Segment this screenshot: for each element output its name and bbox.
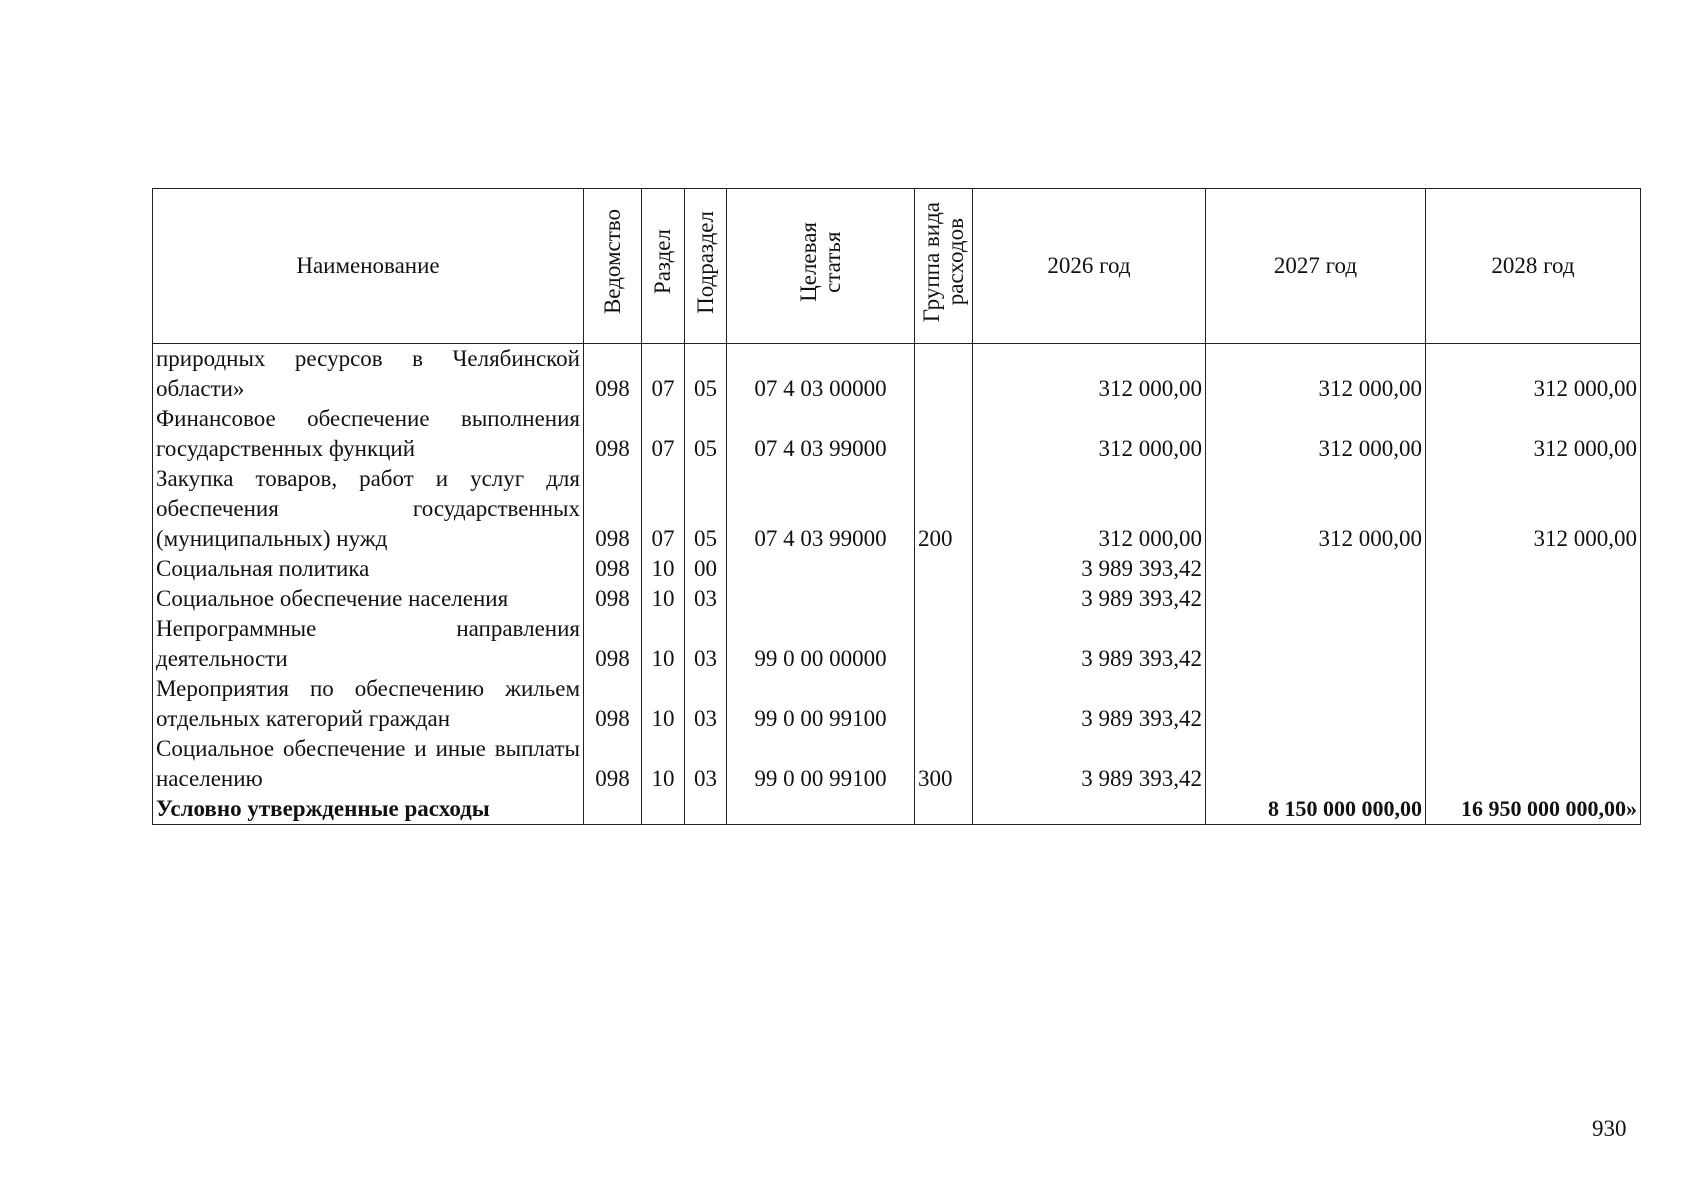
cell-y2028 [1426,734,1641,794]
header-department: Ведомство [584,189,642,344]
header-section: Раздел [642,189,685,344]
cell-sec: 10 [642,734,685,794]
cell-y2026: 3 989 393,42 [973,614,1206,674]
cell-group: 300 [915,734,973,794]
cell-sub: 00 [685,554,727,584]
cell-group [915,584,973,614]
cell-sec: 07 [642,464,685,554]
table-row [153,674,1641,734]
cell-sec: 10 [642,584,685,614]
budget-table [152,188,1641,825]
cell-sub: 05 [685,404,727,464]
header-row [153,189,1641,344]
cell-sec: 07 [642,404,685,464]
cell-name: Финансовое обеспечение выполнения государственных функций [153,404,584,464]
cell-y2027 [1206,554,1426,584]
cell-sub: 03 [685,674,727,734]
cell-dept: 098 [584,554,642,584]
cell-y2028: 312 000,00 [1426,404,1641,464]
table-row [153,554,1641,584]
cell-sub: 05 [685,344,727,405]
cell-dept: 098 [584,344,642,405]
cell-y2027 [1206,674,1426,734]
cell-y2027 [1206,584,1426,614]
cell-name: Мероприятия по обеспечению жильем отдельных категорий граждан [153,674,584,734]
cell-group [915,614,973,674]
table-row [153,344,1641,405]
cell-sub: 03 [685,584,727,614]
cell-dept: 098 [584,464,642,554]
table-row [153,584,1641,614]
header-target-article: Целевая статья [727,189,915,344]
header-2027: 2027 год [1206,189,1426,344]
total-name: Условно утвержденные расходы [153,794,584,825]
cell-y2026: 3 989 393,42 [973,554,1206,584]
table-row [153,464,1641,554]
cell-target: 07 4 03 99000 [727,464,915,554]
cell-target [727,584,915,614]
page-number: 930 [1592,1116,1627,1141]
cell-y2026: 3 989 393,42 [973,674,1206,734]
total-2028: 16 950 000 000,00» [1426,794,1641,825]
cell-y2026: 3 989 393,42 [973,734,1206,794]
header-expense-group: Группа вида расходов [915,189,973,344]
cell-target: 07 4 03 99000 [727,404,915,464]
cell-y2026: 312 000,00 [973,464,1206,554]
header-name: Наименование [153,189,584,344]
cell-y2028: 312 000,00 [1426,464,1641,554]
cell-sub: 03 [685,614,727,674]
cell-y2026: 312 000,00 [973,344,1206,405]
header-2028: 2028 год [1426,189,1641,344]
total-2027: 8 150 000 000,00 [1206,794,1426,825]
cell-dept: 098 [584,404,642,464]
cell-name: Социальное обеспечение и иные выплаты населению [153,734,584,794]
cell-target [727,554,915,584]
cell-dept: 098 [584,584,642,614]
cell-y2028 [1426,674,1641,734]
cell-group [915,674,973,734]
table-row [153,614,1641,674]
cell-target: 07 4 03 00000 [727,344,915,405]
cell-y2026: 312 000,00 [973,404,1206,464]
cell-sec: 10 [642,614,685,674]
cell-y2027: 312 000,00 [1206,344,1426,405]
cell-y2026: 3 989 393,42 [973,584,1206,614]
cell-name: Закупка товаров, работ и услуг для обеспечения государственных (муниципальных) нужд [153,464,584,554]
cell-target: 99 0 00 00000 [727,614,915,674]
cell-sec: 10 [642,674,685,734]
cell-group [915,344,973,405]
cell-y2027 [1206,614,1426,674]
cell-target: 99 0 00 99100 [727,674,915,734]
header-subsection: Подраздел [685,189,727,344]
cell-y2028: 312 000,00 [1426,344,1641,405]
cell-name: Социальная политика [153,554,584,584]
cell-sub: 03 [685,734,727,794]
cell-sec: 07 [642,344,685,405]
cell-name: Непрограммные направления деятельности [153,614,584,674]
cell-group [915,554,973,584]
cell-sec: 10 [642,554,685,584]
cell-name: Социальное обеспечение населения [153,584,584,614]
cell-group [915,404,973,464]
table-row [153,734,1641,794]
cell-dept: 098 [584,674,642,734]
cell-y2027: 312 000,00 [1206,404,1426,464]
cell-group: 200 [915,464,973,554]
cell-y2028 [1426,554,1641,584]
cell-y2027: 312 000,00 [1206,464,1426,554]
cell-dept: 098 [584,614,642,674]
cell-y2027 [1206,734,1426,794]
cell-y2028 [1426,584,1641,614]
table-row [153,404,1641,464]
header-2026: 2026 год [973,189,1206,344]
cell-y2028 [1426,614,1641,674]
total-2026 [973,794,1206,825]
cell-sub: 05 [685,464,727,554]
cell-target: 99 0 00 99100 [727,734,915,794]
total-row [153,794,1641,825]
cell-dept: 098 [584,734,642,794]
cell-name: природных ресурсов в Челябинской области» [153,344,584,405]
